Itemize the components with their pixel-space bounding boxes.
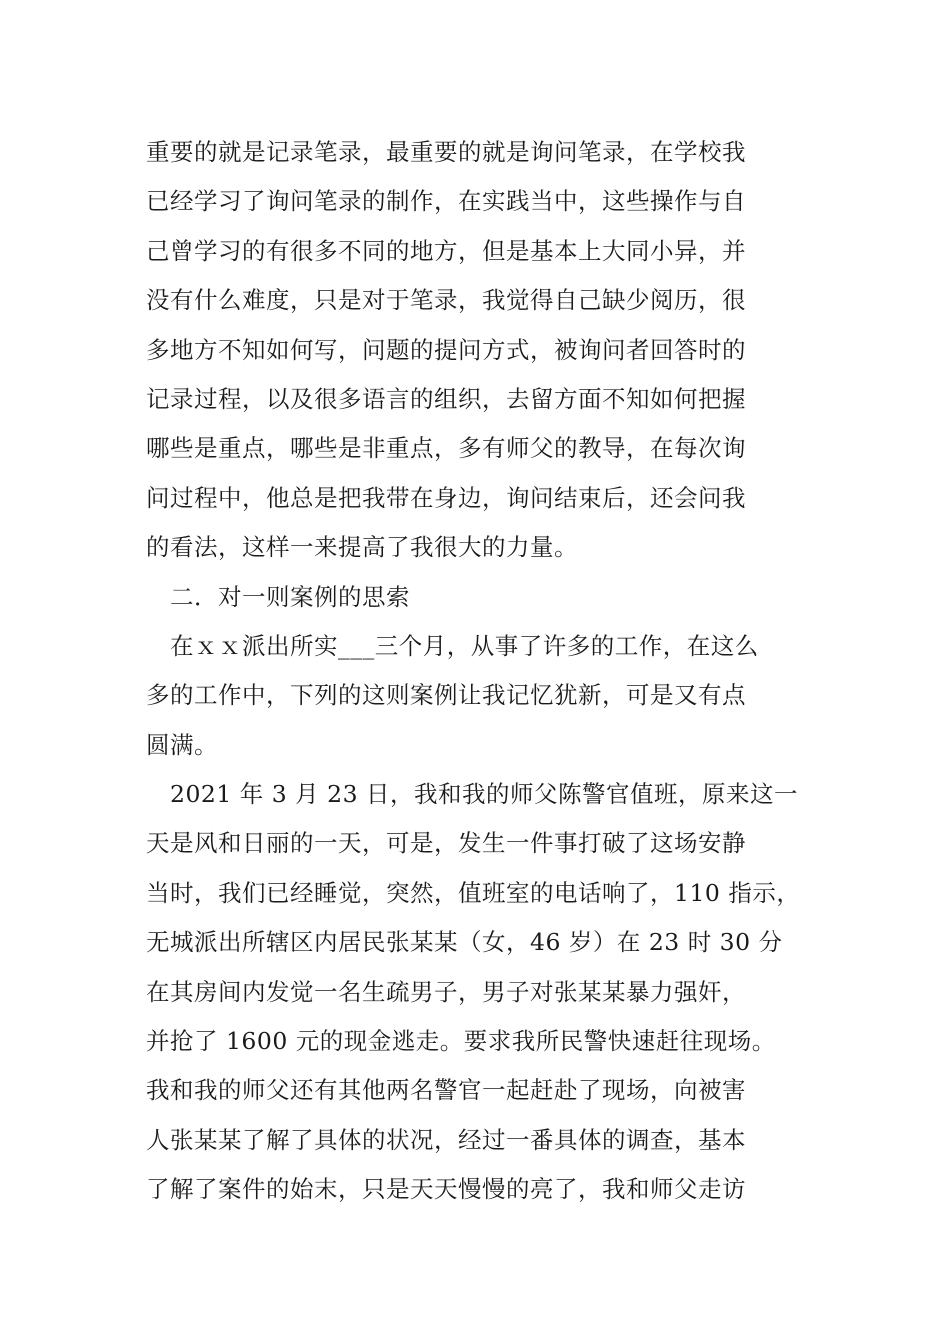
body-line: 在ｘｘ派出所实___三个月，从事了许多的工作，在这么 — [170, 631, 759, 660]
body-line: 的看法，这样一来提高了我很大的力量。 — [146, 533, 578, 562]
section-heading: 二．对一则案例的思索 — [170, 582, 410, 611]
body-line: 多地方不知如何写，问题的提问方式，被询问者回答时的 — [146, 335, 746, 364]
body-line: 问过程中，他总是把我带在身边，询问结束后，还会问我 — [146, 483, 746, 512]
body-line: 重要的就是记录笔录，最重要的就是询问笔录，在学校我 — [146, 138, 746, 166]
body-line: 天是风和日丽的一天，可是，发生一件事打破了这场安静 — [146, 829, 746, 858]
body-line: 2021 年 3 月 23 日，我和我的师父陈警官值班，原来这一 — [170, 780, 799, 809]
document-body — [146, 128, 826, 1215]
body-line: 在其房间内发觉一名生疏男子，男子对张某某暴力强奸， — [146, 977, 746, 1006]
body-line: 无城派出所辖区内居民张某某（女，46 岁）在 23 时 30 分 — [146, 928, 783, 957]
body-line: 己曾学习的有很多不同的地方，但是基本上大同小异，并 — [146, 236, 746, 265]
body-line: 哪些是重点，哪些是非重点，多有师父的教导，在每次询 — [146, 434, 746, 463]
body-line: 并抢了 1600 元的现金逃走。要求我所民警快速赶往现场。 — [146, 1027, 776, 1056]
body-line: 圆满。 — [146, 730, 218, 759]
body-line: 多的工作中，下列的这则案例让我记忆犹新，可是又有点 — [146, 681, 746, 710]
body-line: 记录过程，以及很多语言的组织，去留方面不知如何把握 — [146, 384, 746, 413]
body-line: 我和我的师父还有其他两名警官一起赶赴了现场，向被害 — [146, 1076, 746, 1105]
body-line: 人张某某了解了具体的状况，经过一番具体的调查，基本 — [146, 1125, 746, 1154]
body-line: 当时，我们已经睡觉，突然，值班室的电话响了，110 指示， — [146, 878, 801, 907]
body-line: 了解了案件的始末，只是天天慢慢的亮了，我和师父走访 — [146, 1175, 746, 1204]
body-line: 没有什么难度，只是对于笔录，我觉得自己缺少阅历，很 — [146, 286, 746, 315]
body-line: 已经学习了询问笔录的制作，在实践当中，这些操作与自 — [146, 187, 746, 216]
